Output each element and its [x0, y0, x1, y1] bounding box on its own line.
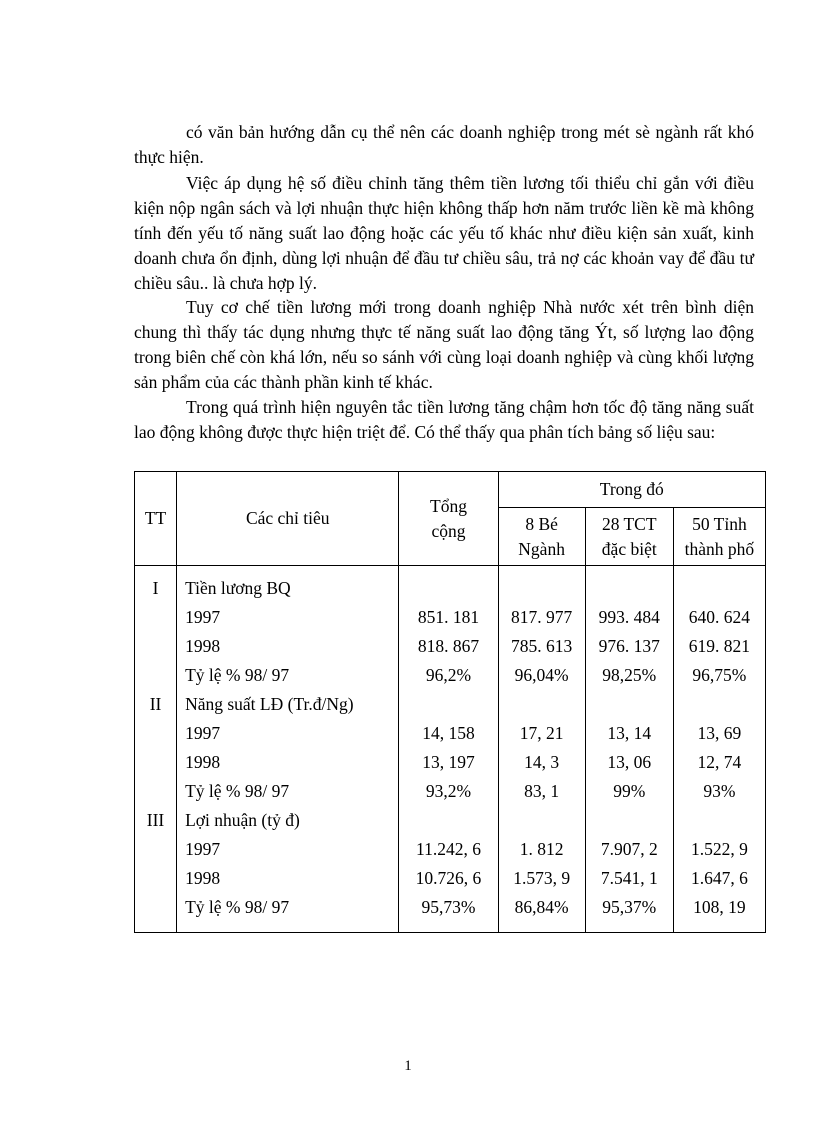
cell-col50: 96,75% — [692, 665, 747, 685]
cell-indicators: Tỷ lệ % 98/ 97 — [185, 781, 290, 801]
cell-indicators: 1997 — [185, 607, 221, 627]
header-total-line2: cộng — [431, 520, 466, 541]
cell-total: 13, 197 — [422, 752, 475, 772]
header-col28 — [585, 508, 673, 566]
cell-col28: 99% — [613, 781, 646, 801]
cell-tt — [135, 632, 176, 661]
cell-tt: I — [152, 578, 159, 598]
cell-col50 — [674, 806, 765, 835]
cell-total: 10.726, 6 — [415, 868, 482, 888]
header-col8-line1: 8 Bé — [525, 513, 558, 534]
cell-total — [399, 690, 497, 719]
paragraph-3: Tuy cơ chế tiền lương mới trong doanh nghiệp Nhà nước xét trên bình diện chung thì thấy tác dụng nhưng thực tế năng suất lao động tăng Ýt, số lượng lao động trong biên chế còn khá lớn, nếu so sánh với cùng loại doanh nghiệp và cùng khối lượng sản phẩm của các thành phần kinh tế khác. — [134, 297, 754, 392]
cell-col50 — [674, 690, 765, 719]
tt-column — [135, 566, 177, 933]
cell-indicators: 1998 — [185, 636, 221, 656]
cell-total: 851. 181 — [417, 607, 480, 627]
cell-col50: 108, 19 — [693, 897, 746, 917]
cell-col28: 993. 484 — [598, 607, 660, 627]
cell-tt — [135, 661, 176, 690]
cell-col8: 1.573, 9 — [513, 868, 571, 888]
cell-col28: 13, 14 — [607, 723, 652, 743]
cell-col50: 93% — [703, 781, 736, 801]
cell-col8: 17, 21 — [519, 723, 564, 743]
cell-total: 96,2% — [425, 665, 472, 685]
paragraph-4: Trong quá trình hiện nguyên tắc tiền lương tăng chậm hơn tốc độ tăng năng suất lao động không được thực hiện triệt để. Có thể thấy qua phân tích bảng số liệu sau: — [134, 397, 754, 442]
cell-col28: 976. 137 — [598, 636, 660, 656]
cell-col8: 14, 3 — [524, 752, 560, 772]
cell-total — [399, 574, 497, 603]
cell-tt: III — [146, 810, 165, 830]
cell-indicators: Năng suất LĐ (Tr.đ/Ng) — [185, 694, 354, 714]
cell-total: 93,2% — [425, 781, 472, 801]
header-col50-line1: 50 Tỉnh — [692, 513, 747, 534]
col50-column — [673, 566, 765, 933]
cell-tt — [135, 603, 176, 632]
header-col28-line1: 28 TCT — [601, 513, 657, 534]
col8-column — [498, 566, 585, 933]
cell-tt: II — [149, 694, 162, 714]
header-col50 — [673, 508, 765, 566]
cell-col50: 13, 69 — [697, 723, 742, 743]
header-col8 — [498, 508, 585, 566]
cell-indicators: 1998 — [185, 752, 221, 772]
cell-col28: 95,37% — [602, 897, 657, 917]
cell-col50: 12, 74 — [697, 752, 742, 772]
header-tt: TT — [135, 472, 177, 566]
cell-col50: 619. 821 — [688, 636, 751, 656]
cell-col8: 96,04% — [514, 665, 569, 685]
cell-total: 818. 867 — [417, 636, 480, 656]
cell-col8 — [499, 690, 585, 719]
cell-tt — [135, 719, 176, 748]
cell-col8: 785. 613 — [511, 636, 573, 656]
paragraph-2: Việc áp dụng hệ số điều chỉnh tăng thêm tiền lương tối thiểu chỉ gắn với điều kiện nộp ngân sách và lợi nhuận thực hiện không thấp hơn năm trước liền kề mà không tính đến yếu tố năng suất lao động hoặc các yếu tố khác như điều kiện sản xuất, kinh doanh chưa ổn định, dùng lợi nhuận để đầu tư chiều sâu, trả nợ các khoản vay để đầu tư chiều sâu.. là chưa hợp lý. — [134, 173, 754, 293]
cell-col8 — [499, 574, 585, 603]
cell-indicators: Tỷ lệ % 98/ 97 — [185, 665, 290, 685]
cell-total: 95,73% — [421, 897, 476, 917]
header-col50-line2: thành phố — [684, 538, 755, 559]
cell-col50 — [674, 574, 765, 603]
cell-indicators: 1997 — [185, 723, 221, 743]
cell-indicators: 1998 — [185, 868, 221, 888]
cell-indicators: Tỷ lệ % 98/ 97 — [185, 897, 290, 917]
salary-productivity-table — [134, 471, 766, 933]
header-col8-line2: Ngành — [518, 538, 565, 559]
cell-tt — [135, 864, 176, 893]
cell-col28 — [586, 690, 673, 719]
page-number: 1 — [404, 1058, 412, 1074]
cell-col28: 7.907, 2 — [600, 839, 658, 859]
cell-col28 — [586, 806, 673, 835]
col28-column — [585, 566, 673, 933]
cell-total — [399, 806, 497, 835]
cell-col28: 13, 06 — [607, 752, 652, 772]
cell-indicators: 1997 — [185, 839, 221, 859]
header-col28-line2: đặc biệt — [601, 538, 657, 559]
cell-col8 — [499, 806, 585, 835]
cell-tt — [135, 748, 176, 777]
cell-col50: 1.522, 9 — [690, 839, 748, 859]
header-indicators: Các chỉ tiêu — [177, 472, 399, 566]
cell-col28 — [586, 574, 673, 603]
cell-tt — [135, 777, 176, 806]
cell-col50: 640. 624 — [688, 607, 751, 627]
cell-col28: 98,25% — [602, 665, 657, 685]
cell-tt — [135, 893, 176, 922]
total-column — [399, 566, 498, 933]
cell-total: 14, 158 — [422, 723, 475, 743]
cell-col8: 817. 977 — [511, 607, 573, 627]
cell-indicators: Tiền lương BQ — [185, 578, 291, 598]
indicator-column — [177, 566, 399, 933]
cell-total: 11.242, 6 — [415, 839, 481, 859]
cell-col50: 1.647, 6 — [690, 868, 748, 888]
cell-col8: 86,84% — [514, 897, 569, 917]
header-total-line1: Tổng — [430, 495, 467, 516]
cell-col8: 83, 1 — [524, 781, 560, 801]
cell-tt — [135, 835, 176, 864]
cell-col8: 1. 812 — [519, 839, 564, 859]
paragraph-1: có văn bản hướng dẫn cụ thể nên các doanh nghiệp trong mét sè ngành rất khó thực hiện. — [134, 122, 754, 167]
header-total — [399, 472, 498, 566]
cell-indicators: Lợi nhuận (tỷ đ) — [185, 810, 300, 830]
cell-col28: 7.541, 1 — [600, 868, 658, 888]
header-group: Trong đó — [498, 472, 765, 508]
